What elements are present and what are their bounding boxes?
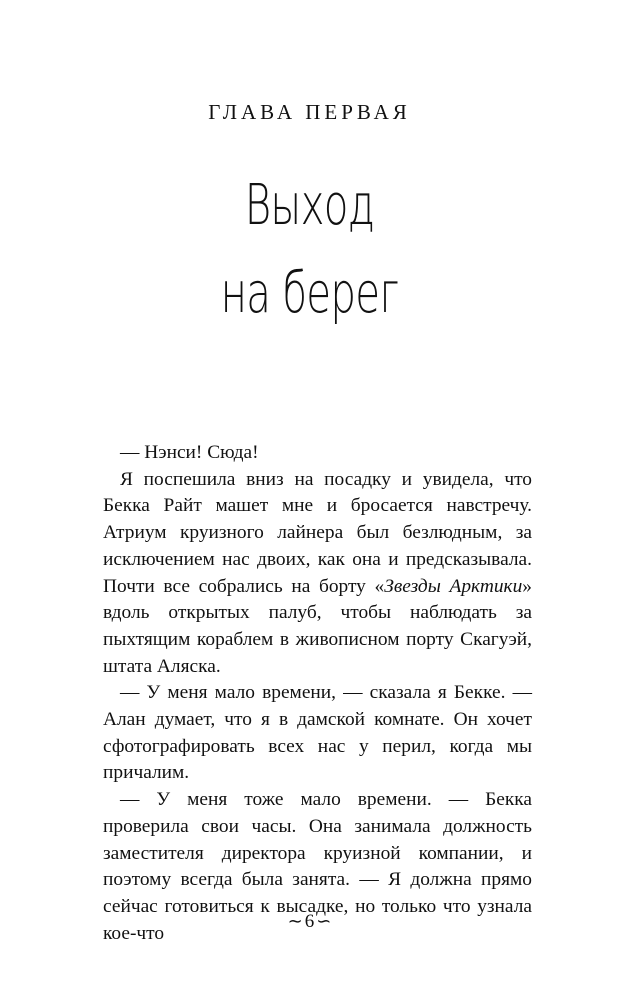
paragraph-2-end: » вдоль открытых палуб, чтобы наблюдать за пыхтящим кораблем в живописном порту Скагуэй, штата Аляска. — [103, 575, 532, 677]
chapter-label: ГЛАВА ПЕРВАЯ — [208, 100, 411, 124]
chapter-title-line-1: Выход — [244, 173, 375, 238]
paragraph-2-text: Я поспешила вниз на посадку и увидела, что Бекка Райт машет мне и бросается навстречу. Атриум круизного лайнера был безлюдным, за исключением нас двоих, как она и предсказывала. Почти все собрались на борту « — [103, 468, 532, 597]
chapter-title-line-2: на берег — [220, 261, 399, 326]
paragraph-3: — У меня мало времени, — сказала я Бекке. — Алан думает, что я в дамской комнате. Он хочет сфотографировать всех нас у перил, когда мы причалим. — [103, 682, 532, 784]
paragraph-4: — У меня тоже мало времени. — Бекка проверила свои часы. Она занимала должность заместителя директора круизной компании, и поэтому всегда была занята. — Я должна прямо сейчас готовиться к высадке, но только что узнала кое-что — [103, 789, 532, 944]
ornament-right-icon: ∽ — [316, 911, 332, 931]
paragraph-1: — Нэнси! Сюда! — [120, 442, 259, 463]
chapter-title — [87, 162, 533, 338]
page-number: 6 — [304, 911, 315, 932]
paragraph-2 — [103, 467, 532, 681]
ship-name: Звезды Арктики — [384, 575, 523, 597]
chapter-body — [103, 440, 532, 947]
ornament-left-icon: ∼ — [287, 911, 303, 931]
page-footer — [0, 911, 619, 933]
